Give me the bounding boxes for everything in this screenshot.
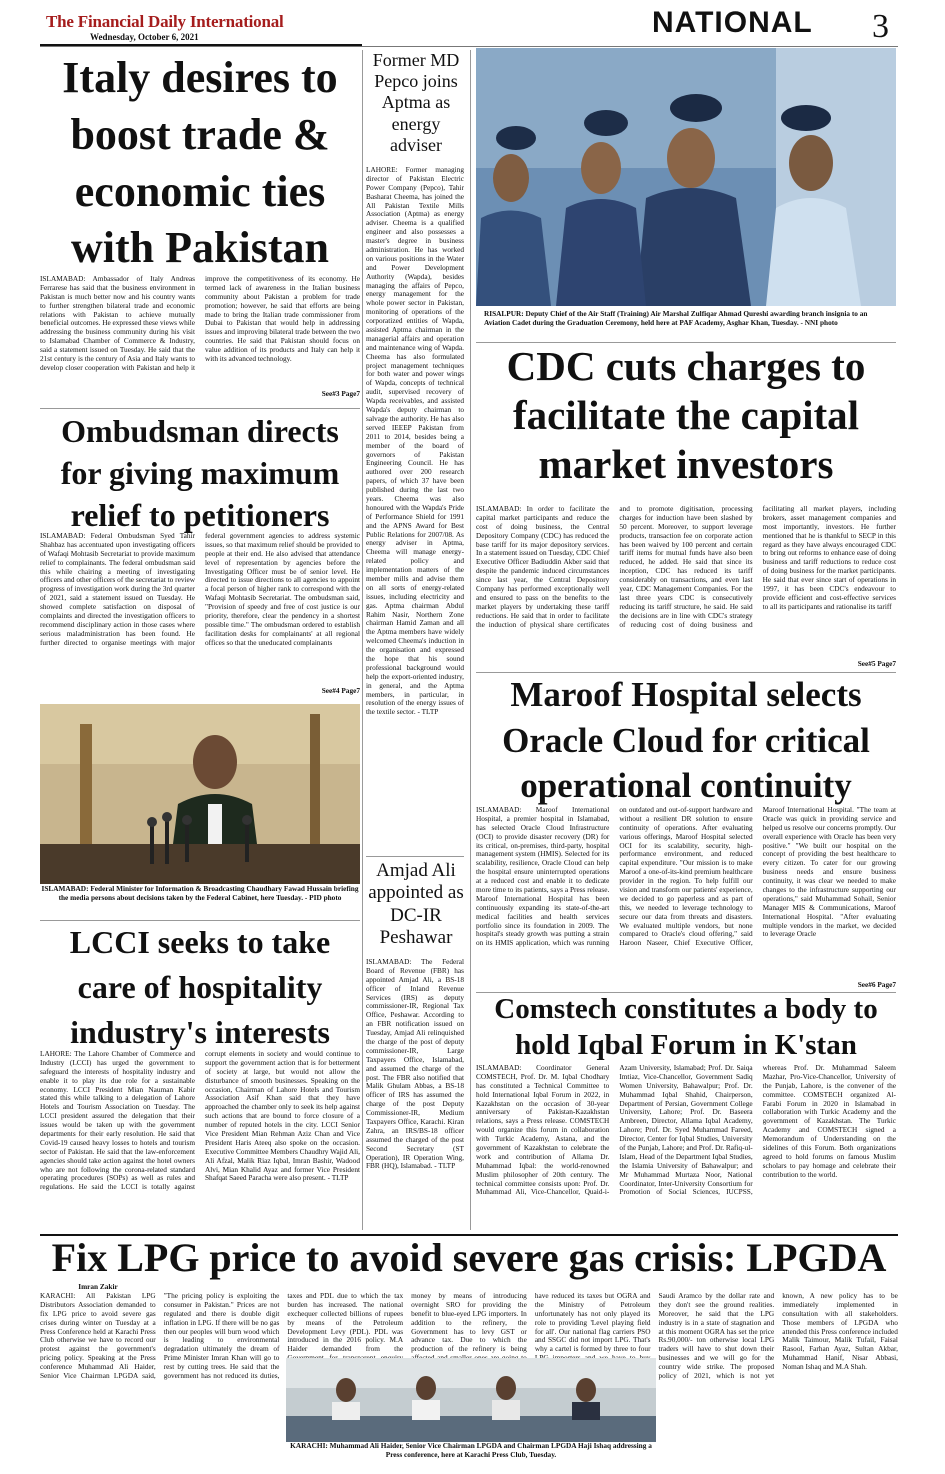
italy-body: ISLAMABAD: Ambassador of Italy Andreas Ferrarese has said that the business environment in Pakistan is much better now and his country wants to further strengthen bilateral trade and economic relations with Pakistan to achieve mutually beneficial outcomes. He expressed these views while addressing the business community during his visit to Islamabad Chamber of Commerce & Industry, said a statement issued on Tuesday. He said that the 21st century is the century of Asia and Italy wants to develop closer cooperation with Pakistan and help it improve the competitiveness of its economy. He termed lack of awareness in the Italian business community about Pakistan a problem for trade promotion; however, he said that efforts are being made to bring the Italian trade commissioner from Dubai to Pakistan that would help in addressing issues and improving bilateral trade between the two countries. He said that Pakistan should focus on value addition of its products and Italy can help it with its advanced technology.: [40, 275, 360, 372]
page-number: 3: [872, 8, 889, 45]
comstech-article: [476, 1064, 896, 1230]
fawad-caption: ISLAMABAD: Federal Minister for Information & Broadcasting Chaudhary Fawad Hussain briefing the media persons about decisions taken by the Federal Cabinet, here Tuesday. - PID photo: [41, 884, 359, 902]
divider: [40, 408, 360, 409]
divider: [366, 856, 464, 857]
maroof-headline: Maroof Hospital selects Oracle Cloud for critical operational continuity: [502, 675, 870, 805]
top-rule: [40, 46, 898, 47]
pepco-article: [366, 166, 464, 852]
lpg-byline: Imran Zakir: [78, 1282, 118, 1291]
maroof-body: ISLAMABAD: Maroof International Hospital, a premier hospital in Islamabad, has selected Oracle Cloud Infrastructure (OCI) to provide disaster recovery (DR) for its critical, on-premises, third-party, hospital management system (HMIS). Selected for its scalability, resilience, Oracle Cloud can help the hospital ensure uninterrupted operations at a reduced cost and enable it to dedicate more time to its patients, says a Press release. Maroof International Hospital has been continuously expanding its state-of-the-art medical facilities and health services portfolio since its foundation in 2009. The hospital's steady growth was putting a strain on its HMIS application, which was running on outdated and out-of-support hardware and without a resilient DR solution to ensure continuity of operations. After evaluating various offerings, Maroof Hospital selected OCI for its scalability, security, high-performance environment, and reduced capital expenditure. "Our mission is to make Maroof a one-of-its-kind premium healthcare provider in the region. To help fulfill our vision and transform our patients' experience, we decided to go paperless and as part of this, we needed to leverage technology to secure our data from threats and disasters. We evaluated multiple vendors, but none compared to Oracle's cloud offering," said Haroon Naseer, Chief Executive Officer, Maroof International Hospital. "The team at Oracle was quick in providing service and helped us resolve our concerns promptly. Our overall experience with Oracle has been very positive." "We built our hospital on the concept of providing the best healthcare to every citizen. To cater for our growing business needs and ensure business continuity, it was clear we needed to make changes to the infrastructure supporting our operations," said Muhammad Sohail, Senior Manager MIS & Communications, Maroof International Hospital. "After evaluating multiple vendors in the market, we decided to leverage Oracle: [476, 806, 896, 948]
ombudsman-article: [40, 532, 360, 696]
cdc-headline: CDC cuts charges to facilitate the capital market investors: [506, 343, 866, 488]
cdc-body: ISLAMABAD: In order to facilitate the capital market participants and reduce the cost of doing business, the Central Depository Company (CDC) has reduced the base tariff for its major depository services. In a statement issued on Tuesday, CDC Chief Executive Officer Badiuddin Akber said that despite the pandemic induced circumstances since last year, the Central Depository Company has performed exceptionally well and ensured to pass on the benefits to the market players by undertaking these tariff reductions. He said that in order to facilitate the induction of physical share certificates and to promote digitisation, processing charges for induction have been slashed by 50 percent. Moreover, to support leverage products, transaction fee on corporate action has been waived by 100 percent and certain tariff items for mutual funds have also been reduced, he added. He said that since its inception, CDC has reduced its tariff considerably on transactions, and even last year, CDC Management Companies. For the last three years CDC is consecutively reducing its tariff structure, he said. He said the decisions are in line with CDC's strategy of reducing cost of doing business and facilitating all market players, including brokers, asset management companies and most importantly, investors. He further mentioned that he is thankful to SECP in this regard as they have always encouraged CDC to bring out reforms to enhance ease of doing business and tariff reductions to reduce cost of doing business for the market participants. He said that ever since start of operations in 1997, it has been CDC's endeavour to provide efficient and cost-effective services to all its participants and rationalise its tariff: [476, 505, 896, 629]
dcir-article: [366, 958, 464, 1230]
paf-photo: [476, 48, 896, 306]
maroof-see: See#6 Page7: [857, 980, 896, 989]
masthead-date: Wednesday, October 6, 2021: [90, 32, 199, 42]
lcci-body: LAHORE: The Lahore Chamber of Commerce and Industry (LCCI) has urged the government to safeguard the interests of hospitality industry and enable it to play its due role for a sustainable economy. LCCI President Mian Nauman Kabir stated this while talking to a delegation of Lahore Hotels and Tourism Association on Tuesday. The LCCI president assured the delegation that their issues would be taken up with the government departments for their early resolution. He said that Covid-19 caused heavy losses to hotels and tourism sector of Pakistan. He said that the law-enforcement agencies should take action against the hotel owners who are not following the corona-related standard operating procedures (SOPs) as well as rules and regulations. He said the LCCI is totally against corrupt elements in society and would continue to support the government action that is for betterment of society at large, but would not allow the disturbance of smooth businesses. Speaking on the occasion, Chairman of Lahore Hotels and Tourism Association Asif Khan said that they have approached the chamber only to seek its help against such actions that are bound to force closure of a number of reputed hotels in the city. LCCI Senior Vice President Mian Rehman Aziz Chan and Vice President Haris Ateeq also spoke on the occasion. Executive Committee Members Chaudhry Wajid Ali, Ali Afzal, Malik Riaz Iqbal, Imran Bashir, Wadood Alvi, Mian Khalid Ayaz and former Vice President Shafqat Saeed Paracha were also present. - TLTP: [40, 1050, 360, 1192]
italy-headline: Italy desires to boost trade & economic ties with Pakistan: [62, 53, 338, 273]
dcir-body: ISLAMABAD: The Federal Board of Revenue (FBR) has appointed Amjad Ali, a BS-18 officer of Inland Revenue Services (IRS) as deputy commissioner-IR, Regional Tax Office, Peshawar. According to an FBR notification issued on Tuesday, Amjad Ali relinquished the charge of the post of deputy commissioner-IR, Large Taxpayers Office, Islamabad, and assumed the charge of the post. The FBR also notified that Malik Ghulam Abbas, a BS-18 officer of IRS has assumed the charge of the post Deputy Commissioner-IR, Medium Taxpayers Office, Karachi. Kiran Zahra, an IRS/BS-18 officer assumed the charged of the post Second Secretary (ST Operation), IR Operation Wing, FBR (HQ), Islamabad. - TLTP: [366, 958, 464, 1171]
section-label: NATIONAL: [652, 6, 813, 39]
comstech-body: ISLAMABAD: Coordinator General COMSTECH, Prof. Dr. M. Iqbal Chodhary has constituted a Technical Committee to hold International Iqbal Forum in 2022, in Kazakhstan on the occasion of 30-year anniversary of Pakistan-Kazakhstan relations, says a Press release. COMSTECH would organize this forum in collaboration with Turkic Academy, Astana, and the government of Kazakhstan to celebrate the work and contribution of Allama Dr. Muhammad Iqbal: the world-renowned Muslim philosopher of 20th century. The technical committee consists upon: Prof. Dr. Muhammad Ali, Vice-Chancellor, Quaid-i-Azam University, Islamabad; Prof. Dr. Saiqa Imtiaz, Vice-Chancellor, Government Sadiq Women University, Bahawalpur; Prof. Dr. Muhammad Iqbal Shahid, Chairperson, Department of Persian, Government College University, Lahore; Prof. Dr. Baseera Ambreen, Director, Allama Iqbal Academy, Lahore; Prof. Dr. Syed Muhammad Fareed, Director, Center for Iqbal Studies, University of the Punjab, Lahore; and Prof. Dr. Rafiq-ul-Islam, Head of the Department Iqbal Studies, the Islamia University of Bahawalpur; and Mr Muhammad Murtaza Noor, National Coordinator, Inter-University Consortium for Promotion of Social Sciences, IUCPSS, whereas Prof. Dr. Muhammad Saleem Mazhar, Pro-Vice-Chancellor, University of the Punjab, Lahore, is the convener of the committee. COMSTECH organized Al-Farabi Forum in 2020 in Islamabad in collaboration with Turkic Academy and the government of Kazakhstan. The Turkic Academy and COMSTECH signed a Memorandum of Understanding on the sidelines of this Forum. Both organizations agreed to hold forums on famous Muslim scholars to pay homage and celebrate their contribution to the world.: [476, 1064, 896, 1197]
cdc-see: See#5 Page7: [857, 659, 896, 668]
italy-see: See#3 Page7: [321, 389, 360, 398]
lpg-caption: KARACHI: Muhammad Ali Haider, Senior Vice Chairman LPGDA and Chairman LPGDA Haji Ishaq addressing a Press conference, here at Karachi Press Club, Tuesday.: [286, 1442, 656, 1460]
paf-caption: RISALPUR: Deputy Chief of the Air Staff (Training) Air Marshal Zulfiqar Ahmad Qureshi awarding branch insignia to an Aviation Cadet during the Graduation Ceremony, held here at PAF Academy, Asghar Khan, Tuesday. - NNI photo: [484, 309, 868, 327]
pepco-headline: Former MD Pepco joins Aptma as energy adviser: [372, 50, 460, 155]
ombudsman-see: See#4 Page7: [321, 686, 360, 695]
ombudsman-body: ISLAMABAD: Federal Ombudsman Syed Tahir Shahbaz has accentuated upon investigating officers of Wafaqi Mohtasib Secretariat to provide maximum relief to complainants. The federal ombudsman said this while chairing a meeting of investigating officers and other officers of the secretariat to review progress of investigation work during the 3rd quarter of 2021, said a statement issued on Tuesday. He showed complete satisfaction on disposal of complaints and directed the investigation officers to recommend disciplinary action in those cases where serious maladministration has been found. He further directed to organise meetings with major federal government agencies to address systemic issues, so that maximum relief should be provided to people at their end. He also advised that attendance level of representation by agencies before the Investigating Officer must be of senior level. He directed to issue directions to all agencies to appoint a focal person of higher rank to correspond with the Wafaqi Mohtasib Secretariat. The ombudsman said, "Provision of speedy and free of cost justice is our priority, therefore, clear the pendency in a shortest possible time." The ombudsman ordered to establish facilitation desks for complainants' at all regional offices so that the uneducated complainants: [40, 532, 360, 647]
italy-article: [40, 275, 360, 399]
lpg-headline: Fix LPG price to avoid severe gas crisis: LPGDA: [51, 1235, 887, 1280]
dcir-headline: Amjad Ali appointed as DC-IR Peshawar: [368, 860, 464, 949]
column-rule: [362, 50, 363, 1230]
lpg-body: KARACHI: All Pakistan LPG Distributors Association demanded to fix LPG price to avoid severe gas crises during winter on Tuesday at a Press Conference held at Karachi Press Club otherwise we have to record our protest against the government's pricing policy. Speaking at the Press conference Muhammad Ali Haider, Senior Vice Chairman LPGDA said, "The pricing policy is exploiting the consumer in Pakistan." Prices are not regulated and there is double digit inflation in LPG. If there will be no gas then our peoples will burn wood which is leading to environmental degradation ultimately the dream of Prime Minister Imran Khan will go to rest by cutting trees. He said that the government has not reduced its duties, taxes and PDL due to which the tax burden has increased. The national exchequer collected billions of rupees by means of the Petroleum Development Levy (PDL). PDL was introduced in the 2016 policy. M.A Haider demanded from the money by means of introducing overnight SRO for providing the benefit to blue-eyed LPG importers. In addition to the refinery, the Government has to levy GST or advance tax. Due to which the production of the refinery is being have reduced its taxes but OGRA and the Ministry of Petroleum unfortunately has not only played its role to providing 'Level playing field for all'. Our national flag carriers PSO and SSGC did not import LPG. That's why a cartel is formed by three to four Saudi Aramco by the dollar rate and they don't see the ground realities. Moreover, he said that the LPG industry is in a state of stagnation and at this moment OGRA has set the price Rs.90,000/- ton otherwise local LPG traders will have to shut down their businesses and we will go for the country wide strike. The proposed policy of 2021, which is not yet known, A new policy has to be immediately implemented in consultation with all stakeholders. Those members of LPGDA who attended this Press conference included Malik Taimour, Malik Tufail, Faisal Rasool, Farhan Ayaz, Sultan Akbar, Muhammad Hanif, Nisar Abbasi, Noman Ishaq and M.A Shah.: [40, 1292, 898, 1381]
comstech-headline: Comstech constitutes a body to hold Iqbal Forum in K'stan: [494, 993, 878, 1061]
lpg-photo: [286, 1358, 656, 1442]
cdc-article: [476, 505, 896, 669]
pepco-body: LAHORE: Former managing director of Pakistan Electric Power Company (Pepco), Tahir Basharat Cheema, has joined the All Pakistan Textile Mills Association (Aptma) as energy adviser. Cheema is a qualified engineer and also possesses a master's degree in business administration. He has worked on various positions in the Water and Power Development Authority (Wapda), besides managing the affairs of Pepco, energy management for the whole power sector in Pakistan, monitoring of operations of the corporatized entities of Wapda, assisted Aptma chairman in the managerial affairs and operation and maintenance wing of Wapda. Cheema has also formulated project management techniques for both water and power wings of Wapda, concepts of technical audit, supervised recovery of Wapda receivables, and assisted Wapda's deputy chairman to salvage the authority. He has also served IEEEP Pakistan from 2011 to 2014, besides being a member of the board of governors of Pakistan Engineering Council. He has authored over 200 research papers, of which 37 have been published during the last two years. Cheema was also honoured with the Wapda's Pride of Performance Shield for 1991 and the APNS Award for Best Public Relations for 2007/08. As energy adviser in Aptma, Cheema will manage energy-related policy and implementation matters of the member mills and advise them on all sorts of energy-related issues, including electricity and gas. Aptma chairman Abdul Rahim Nasir, Northern Zone chairman Hamid Zaman and all the Aptma members have widely welcomed Cheema's induction in the organisation and expressed the hope that his sound professional background would help the export-oriented industry, in general, and the Aptma members, in particular, in resolution of the energy issues of the textile sector. - TLTP: [366, 166, 464, 717]
column-rule: [470, 50, 471, 1230]
masthead-name: The Financial Daily International: [46, 12, 284, 31]
lcci-article: [40, 1050, 360, 1230]
lcci-headline: LCCI seeks to take care of hospitality industry's interests: [69, 924, 331, 1050]
fawad-photo: [40, 704, 360, 884]
maroof-article: [476, 806, 896, 990]
ombudsman-headline: Ombudsman directs for giving maximum relief to petitioners: [60, 413, 340, 534]
